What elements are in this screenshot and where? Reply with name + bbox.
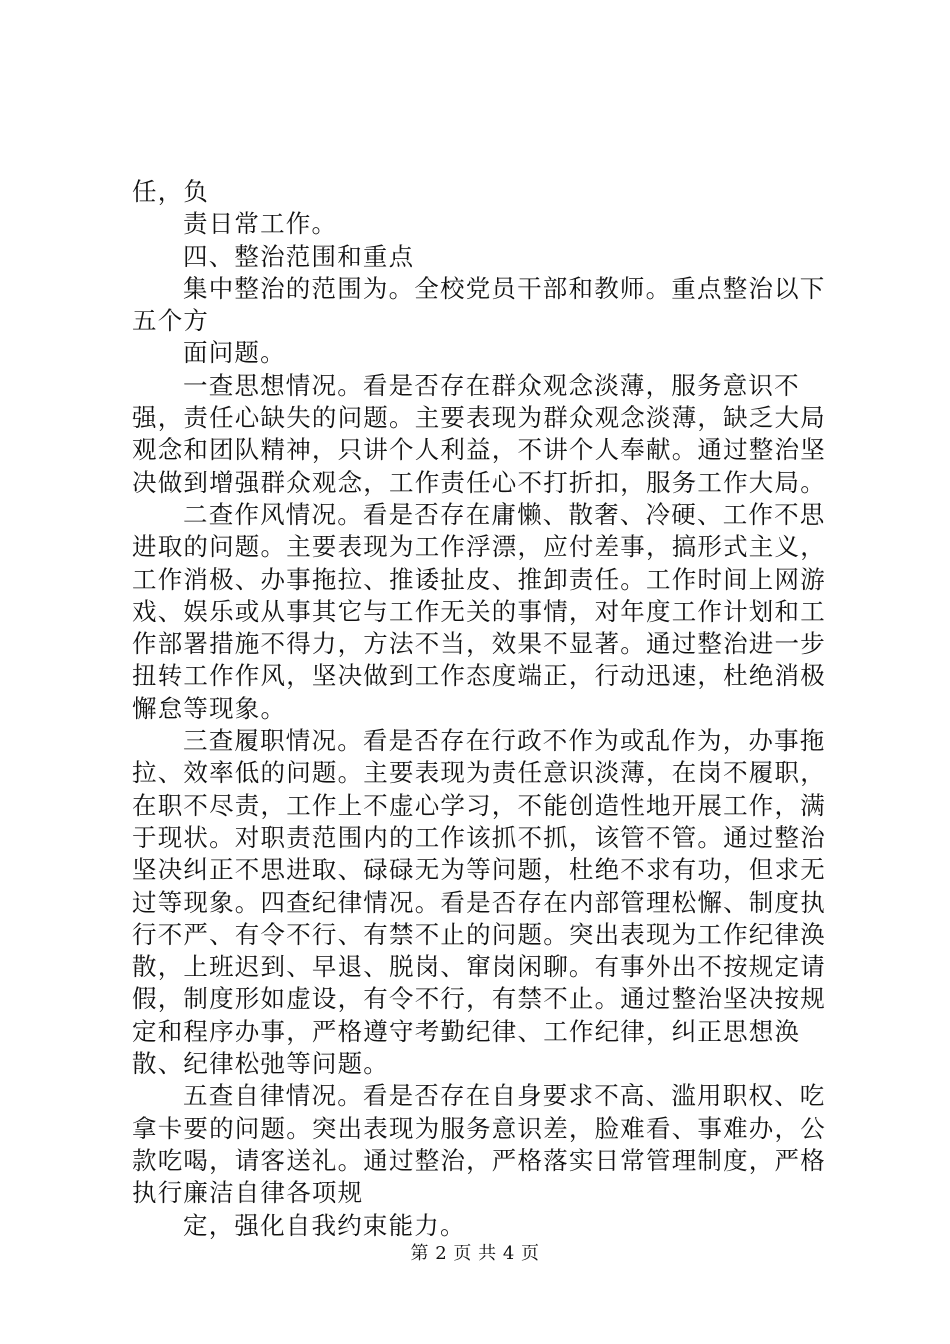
paragraph: 定，强化自我约束能力。 xyxy=(183,1210,466,1240)
paragraph: 一查思想情况。看是否存在群众观念淡薄，服务意识不强，责任心缺失的问题。主要表现为群众观念淡薄，缺乏大局观念和团队精神，只讲个人利益，不讲个人奉献。通过整治坚决做到增强群众观念，工作责任心不打折扣，服务工作大局。 xyxy=(132,370,826,497)
paragraph: 五查自律情况。看是否存在自身要求不高、滥用职权、吃拿卡要的问题。突出表现为服务意识差，脸难看、事难办，公款吃喝，请客送礼。通过整治，严格落实日常管理制度，严格执行廉洁自律各项规 xyxy=(132,1081,826,1208)
paragraph: 三查履职情况。看是否存在行政不作为或乱作为，办事拖拉、效率低的问题。主要表现为责任意识淡薄，在岗不履职，在职不尽责，工作上不虚心学习，不能创造性地开展工作，满于现状。对职责范围内的工作该抓不抓，该管不管。通过整治坚决纠正不思进取、碌碌无为等问题，杜绝不求有功，但求无过等现象。四查纪律情况。看是否存在内部管理松懈、制度执行不严、有令不行、有禁不止的问题。突出表现为工作纪律涣散，上班迟到、早退、脱岗、窜岗闲聊。有事外出不按规定请假，制度形如虚设，有令不行，有禁不止。通过整治坚决按规定和程序办事，严格遵守考勤纪律、工作纪律，纠正思想涣散、纪律松弛等问题。 xyxy=(132,726,826,1079)
document-body xyxy=(132,176,832,1242)
paragraph: 二查作风情况。看是否存在庸懒、散奢、冷硬、工作不思进取的问题。主要表现为工作浮漂，应付差事，搞形式主义，工作消极、办事拖拉、推诿扯皮、推卸责任。工作时间上网游戏、娱乐或从事其它与工作无关的事情，对年度工作计划和工作部署措施不得力，方法不当，效果不显著。通过整治进一步扭转工作作风，坚决做到工作态度端正，行动迅速，杜绝消极懈怠等现象。 xyxy=(132,499,826,723)
paragraph: 集中整治的范围为。全校党员干部和教师。重点整治以下五个方 xyxy=(132,273,826,336)
paragraph: 责日常工作。 xyxy=(183,209,338,239)
paragraph: 任，负 xyxy=(132,177,210,206)
section-heading: 四、整治范围和重点 xyxy=(183,241,415,271)
paragraph: 面问题。 xyxy=(183,338,286,368)
page-number-footer: 第 2 页 共 4 页 xyxy=(410,1243,540,1264)
